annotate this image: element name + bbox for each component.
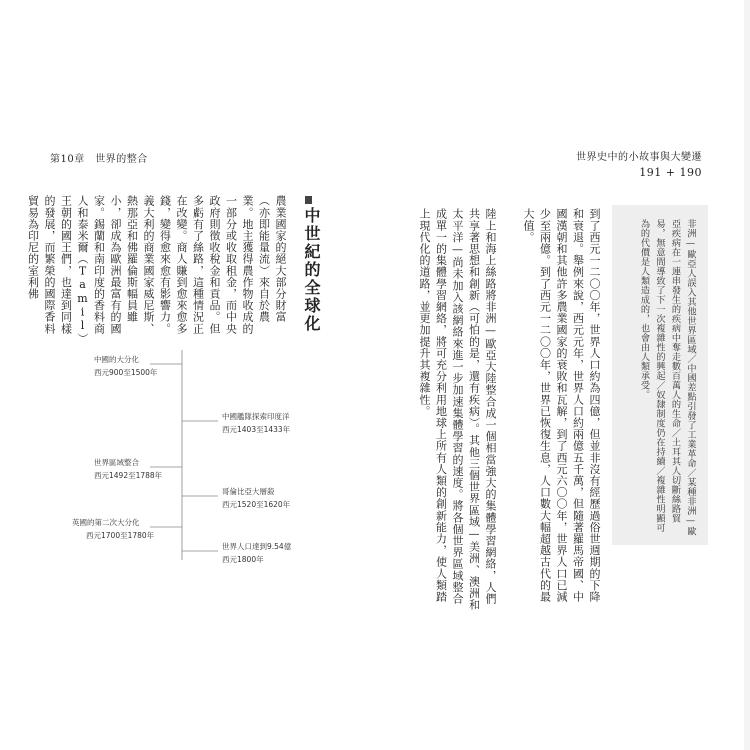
- timeline-item-4-date: 西元1520至1620年: [222, 500, 291, 509]
- timeline-item-2-title: 中國艦隊探索印度洋: [222, 412, 290, 421]
- timeline-item-3-title: 世界區域整合: [94, 458, 139, 467]
- left-page-paragraph: 農業國家的絕大部分財富（亦即能量流）來自於農業。地主獲得農作物收成的一部分或收取租金，而中央政府則徵收稅金和貢品。但多虧有了絲路，這種情況正在改變。商人賺到愈來愈多錢，變得愈來愈有影響力。義大利的商業國家威尼斯、熱那亞和佛羅倫斯幅員雖小，卻成為歐洲最富有的國家。錫蘭和南印度的香料商人和泰米爾（Tamil）王朝的國王們，也達到同樣的發展，而繁榮的國際香料貿易為印尼的室利佛: [26, 195, 287, 345]
- chapter-header: 第10章 世界的整合: [50, 154, 148, 165]
- timeline-item-2-date: 西元1403至1433年: [222, 425, 291, 434]
- page-numbers: 191 + 190: [639, 166, 702, 179]
- note-text: 非洲—歐亞人誤入其他世界區域／中國差點引發了工業革命／某種非洲—歐亞疾病在一連串發生的疾病中奪走數百萬人的生命／土耳其人切斷絲路貿易，無意間導致了下一次複雜性的興起／奴隸制度仍在持續／複雜性明顯可為的代價是人類造成的，也會由人類承受。: [638, 219, 696, 537]
- right-page-paragraph-2: 陸上和海上絲路將非洲—歐亞大陸整合成一個相當強大的集體學習網絡，人們共享著思想和創新（可怕的是，還有疾病）。其他三個世界區域—美洲、澳洲和太平洋—尚未加入該網絡來進一步加速集體學習的速度。將各個世界區域整合成單一的集體學習網絡，將可充分利用地球上所有人類的創新能力，使人類踏上現代化的道路，並更加提升其複雜性。: [418, 208, 497, 611]
- timeline-item-4-title: 哥倫比亞大層殺: [222, 487, 275, 496]
- timeline-item-1-title: 中國的大分化: [94, 355, 139, 364]
- section-title: 中世紀的全球化: [302, 207, 321, 333]
- book-title: 世界史中的小故事與大變遷: [576, 152, 702, 163]
- timeline-item-3-date: 西元1492至1788年: [94, 471, 163, 480]
- timeline-item-5-date: 西元1700至1780年: [86, 531, 155, 540]
- timeline-item-6-date: 西元1800年: [222, 555, 264, 564]
- timeline-item-5-title: 英國的第二次大分化: [72, 518, 140, 527]
- timeline-item-1-date: 西元900至1500年: [94, 368, 158, 377]
- right-page-paragraph-1: 到了西元一二〇〇年，世界人口約為四億，但並非沒有經歷過俗世週期的下降和衰退。舉例來說，西元元年，世界人口約兩億五千萬，但隨著羅馬帝國、中國漢朝和其他許多農業國家的衰敗和瓦解，到了西元六〇〇年，世界人口已減少至兩億。到了西元一二〇〇年，世界已恢復生息，人口數大幅超越古代的最大值。: [522, 208, 601, 603]
- timeline-item-6-title: 世界人口達到9.54億: [222, 542, 292, 551]
